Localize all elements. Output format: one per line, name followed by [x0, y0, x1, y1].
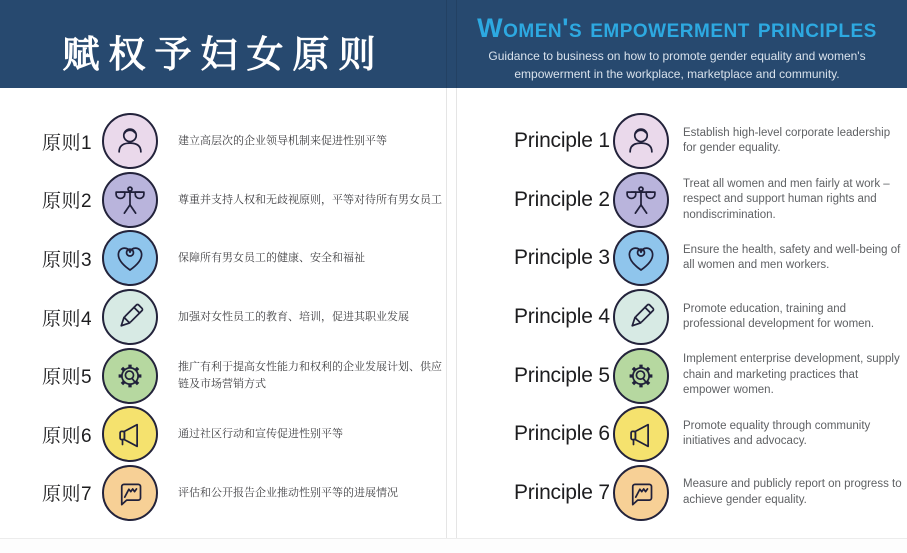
english-title: Women's empowerment principles — [477, 13, 877, 44]
principle-label: 原则4 — [42, 308, 93, 330]
heart-icon — [112, 240, 148, 276]
chinese-title: 赋权予妇女原则 — [62, 34, 385, 75]
report-chart-icon — [623, 475, 659, 511]
principle-description: Promote education, training and professional development for women. — [683, 302, 875, 331]
principle-label: Principle 3 — [514, 246, 610, 270]
megaphone-icon — [112, 416, 148, 452]
gear-icon — [623, 358, 659, 394]
principle-badge — [613, 465, 669, 521]
principle-badge — [613, 113, 669, 169]
principle-row-en-3 — [514, 229, 906, 288]
principle-label: Principle 7 — [514, 480, 610, 504]
principle-row-en-7 — [514, 464, 906, 523]
principle-label: 原则2 — [42, 191, 93, 213]
principle-badge — [613, 406, 669, 462]
principle-description: 评估和公开报告企业推动性别平等的进展情况 — [178, 486, 398, 499]
principle-description: Ensure the health, safety and well-being of all women and men workers. — [683, 243, 901, 272]
page-seam-right — [456, 0, 457, 538]
principle-description: 通过社区行动和宣传促进性别平等 — [178, 428, 343, 441]
principle-row-zh-1 — [42, 112, 442, 171]
principle-description: 建立高层次的企业领导机制来促进性别平等 — [178, 135, 387, 148]
person-icon — [623, 123, 659, 159]
principle-label: 原则1 — [42, 132, 93, 154]
pencil-icon — [623, 299, 659, 335]
principle-row-zh-2 — [42, 171, 442, 230]
principle-row-en-2 — [514, 171, 906, 230]
principle-row-zh-6 — [42, 405, 442, 464]
principle-label: Principle 1 — [514, 129, 610, 153]
left-page-principles — [42, 112, 442, 522]
principle-row-zh-4 — [42, 288, 442, 347]
principle-label: 原则3 — [42, 249, 93, 271]
principle-description: Measure and publicly report on progress to achieve gender equality. — [683, 478, 902, 506]
principle-label: Principle 5 — [514, 363, 610, 387]
principle-row-zh-7 — [42, 464, 442, 523]
principle-label: Principle 2 — [514, 187, 610, 211]
person-icon — [112, 123, 148, 159]
principle-label: 原则5 — [42, 367, 93, 389]
principle-badge — [613, 230, 669, 286]
principle-description: 加强对女性员工的教育、培训，促进其职业发展 — [178, 310, 409, 323]
principle-description: 尊重并支持人权和无歧视原则，平等对待所有男女员工 — [178, 193, 442, 206]
principle-description: 推广有利于提高女性能力和权利的企业发展计划、供应链及市场营销方式 — [178, 361, 442, 390]
principle-row-en-1 — [514, 112, 906, 171]
report-chart-icon — [112, 475, 148, 511]
header-band — [0, 0, 907, 88]
principle-badge — [102, 406, 158, 462]
principle-description: Treat all women and men fairly at work – respect and support human rights and nondiscrimination. — [683, 177, 890, 221]
principle-badge — [613, 348, 669, 404]
scales-icon — [623, 182, 659, 218]
right-page-principles — [514, 112, 906, 522]
principle-badge — [102, 172, 158, 228]
principle-badge — [102, 348, 158, 404]
principle-description: 保障所有男女员工的健康、安全和福祉 — [178, 252, 365, 265]
principle-label: 原则7 — [42, 484, 93, 506]
principle-description: Promote equality through community initiatives and advocacy. — [683, 419, 871, 448]
principle-row-en-5 — [514, 346, 906, 405]
header-right — [447, 0, 907, 88]
principle-label: Principle 4 — [514, 305, 610, 329]
principle-row-zh-3 — [42, 229, 442, 288]
principle-row-en-4 — [514, 288, 906, 347]
principle-label: 原则6 — [42, 425, 93, 447]
principle-description: Implement enterprise development, supply chain and marketing practices that empower women. — [683, 353, 900, 397]
principle-badge — [613, 172, 669, 228]
principle-description: Establish high-level corporate leadership for gender equality. — [683, 126, 891, 155]
pencil-icon — [112, 299, 148, 335]
principle-badge — [102, 289, 158, 345]
gear-icon — [112, 358, 148, 394]
page-seam-left — [446, 0, 447, 538]
header-left — [0, 0, 447, 88]
principle-badge — [102, 230, 158, 286]
english-subtitle: Guidance to business on how to promote gender equality and women's empowerment in the workplace, marketplace and community. — [488, 49, 866, 81]
principle-badge — [102, 113, 158, 169]
heart-icon — [623, 240, 659, 276]
principle-row-en-6 — [514, 405, 906, 464]
megaphone-icon — [623, 416, 659, 452]
principle-row-zh-5 — [42, 346, 442, 405]
principle-badge — [102, 465, 158, 521]
principle-label: Principle 6 — [514, 422, 610, 446]
scales-icon — [112, 182, 148, 218]
principle-badge — [613, 289, 669, 345]
